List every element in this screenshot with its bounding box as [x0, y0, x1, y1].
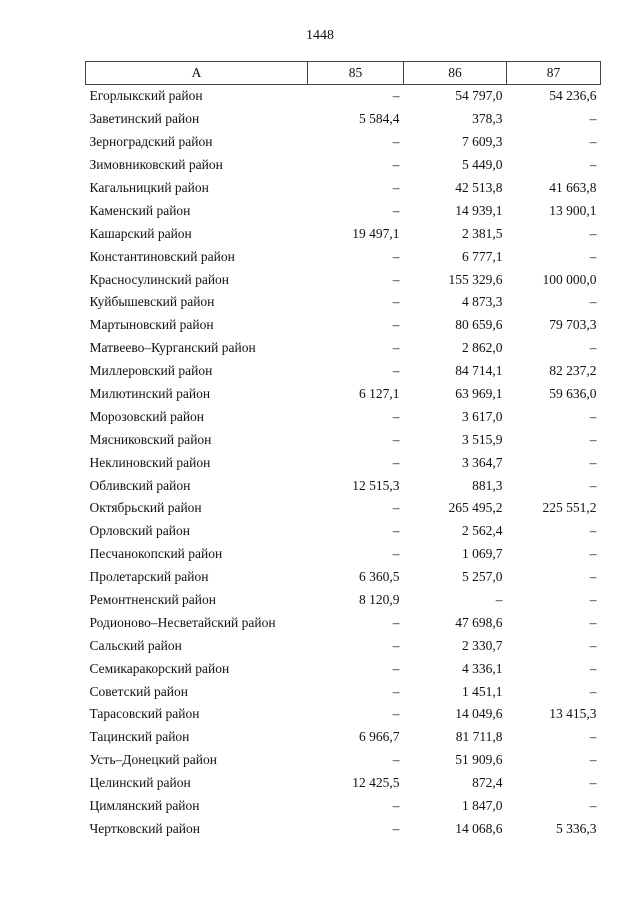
table-row	[86, 405, 601, 428]
table-row	[86, 428, 601, 451]
value-87: –	[589, 134, 597, 150]
value-86: 47 698,6	[455, 614, 503, 630]
value-87: –	[589, 637, 597, 653]
district-name: Неклиновский район	[89, 454, 211, 470]
table-row	[86, 703, 601, 726]
district-name: Морозовский район	[89, 408, 205, 424]
value-86: 51 909,6	[455, 752, 503, 768]
district-name: Константиновский район	[89, 248, 235, 264]
table-row	[86, 611, 601, 634]
value-85: –	[392, 523, 400, 539]
value-86: 3 617,0	[462, 408, 503, 424]
value-86: 42 513,8	[455, 180, 503, 195]
district-name: Целинский район	[89, 775, 191, 791]
value-85: –	[392, 683, 400, 699]
value-85: –	[392, 180, 400, 195]
value-86: 1 451,1	[462, 683, 503, 699]
district-name: Кагальницкий район	[89, 180, 209, 195]
table-row	[86, 291, 601, 314]
table-row	[86, 268, 601, 291]
district-name: Егорлыкский район	[89, 88, 203, 104]
value-86: 378,3	[472, 111, 503, 127]
value-87: –	[589, 225, 597, 241]
value-87: 13 900,1	[549, 202, 597, 218]
district-name: Сальский район	[89, 637, 182, 653]
district-name: Красносулинский район	[89, 271, 230, 287]
district-name: Цимлянский район	[89, 798, 200, 814]
value-87: –	[589, 752, 597, 768]
table-row	[86, 634, 601, 657]
value-85: 8 120,9	[359, 592, 400, 608]
district-name: Семикаракорский район	[89, 660, 230, 676]
value-87: –	[589, 454, 597, 470]
value-85: –	[392, 317, 400, 333]
value-87: 79 703,3	[549, 317, 597, 333]
table-row	[86, 337, 601, 360]
value-87: –	[589, 408, 597, 424]
value-86: 4 873,3	[462, 294, 503, 310]
value-85: 12 515,3	[352, 477, 400, 493]
value-86: 881,3	[472, 477, 503, 493]
page-number: 1448	[306, 28, 334, 43]
value-87: 100 000,0	[542, 271, 597, 287]
table-row	[86, 131, 601, 154]
district-name: Чертковский район	[89, 820, 200, 836]
value-86: 14 049,6	[455, 706, 503, 722]
value-87: –	[589, 340, 597, 356]
district-name: Тарасовский район	[89, 706, 200, 722]
table-row	[86, 772, 601, 795]
district-name: Зерноградский район	[89, 134, 213, 150]
value-86: 14 068,6	[455, 820, 503, 836]
table-row	[86, 85, 601, 108]
value-87: –	[589, 798, 597, 814]
table-row	[86, 543, 601, 566]
budget-table	[85, 61, 601, 840]
value-87: –	[589, 569, 597, 585]
table-row	[86, 360, 601, 383]
value-85: –	[392, 248, 400, 264]
value-87: –	[589, 592, 597, 608]
district-name: Мартыновский район	[89, 317, 214, 333]
value-86: 5 257,0	[462, 569, 503, 585]
value-87: 5 336,3	[556, 820, 597, 836]
value-87: 13 415,3	[549, 706, 597, 722]
table-row	[86, 818, 601, 841]
value-86: 4 336,1	[462, 660, 503, 676]
value-86: 3 364,7	[462, 454, 503, 470]
value-85: –	[392, 706, 400, 722]
value-87: 41 663,8	[549, 180, 597, 195]
value-85: 19 497,1	[352, 225, 400, 241]
table-row	[86, 199, 601, 222]
district-name: Мясниковский район	[89, 431, 212, 447]
value-85: –	[392, 614, 400, 630]
value-86: 5 449,0	[462, 157, 503, 173]
value-86: 1 069,7	[462, 546, 503, 562]
table-row	[86, 566, 601, 589]
value-85: 12 425,5	[352, 775, 400, 791]
value-87: 82 237,2	[549, 363, 597, 379]
table-row	[86, 749, 601, 772]
value-86: 2 862,0	[462, 340, 503, 356]
value-85: 6 360,5	[359, 569, 400, 585]
value-86: 14 939,1	[455, 202, 503, 218]
value-87: –	[589, 248, 597, 264]
value-85: 5 584,4	[359, 111, 400, 127]
table-row	[86, 795, 601, 818]
table-row	[86, 474, 601, 497]
value-87: 59 636,0	[549, 386, 597, 402]
header-row	[86, 62, 601, 85]
value-85: –	[392, 134, 400, 150]
value-85: –	[392, 454, 400, 470]
value-85: 6 127,1	[359, 386, 400, 402]
district-name: Каменский район	[89, 202, 191, 218]
table-row	[86, 657, 601, 680]
district-name: Кашарский район	[89, 225, 192, 241]
district-name: Орловский район	[89, 523, 190, 539]
value-85: –	[392, 271, 400, 287]
value-85: –	[392, 88, 400, 104]
value-87: –	[589, 729, 597, 745]
value-85: –	[392, 660, 400, 676]
header-column-85: 85	[308, 62, 404, 85]
district-name: Зимовниковский район	[89, 157, 223, 173]
value-86: 6 777,1	[462, 248, 503, 264]
table-row	[86, 154, 601, 177]
value-86: 155 329,6	[448, 271, 503, 287]
header-column-86: 86	[404, 62, 507, 85]
district-name: Милютинский район	[89, 386, 211, 402]
value-87: –	[589, 523, 597, 539]
value-86: 80 659,6	[455, 317, 503, 333]
value-85: –	[392, 546, 400, 562]
district-name: Октябрьский район	[89, 500, 202, 516]
value-87: –	[589, 431, 597, 447]
district-name: Куйбышевский район	[89, 294, 215, 310]
district-name: Заветинский район	[89, 111, 200, 127]
value-86: 2 330,7	[462, 637, 503, 653]
value-87: –	[589, 477, 597, 493]
value-87: –	[589, 614, 597, 630]
value-86: 872,4	[472, 775, 503, 791]
value-85: 6 966,7	[359, 729, 400, 745]
table-row	[86, 680, 601, 703]
district-name: Родионово–Несветайский район	[89, 614, 276, 630]
header-column-87: 87	[507, 62, 601, 85]
value-85: –	[392, 820, 400, 836]
table-row	[86, 222, 601, 245]
value-85: –	[392, 408, 400, 424]
value-87: 54 236,6	[549, 88, 597, 104]
table-row	[86, 108, 601, 131]
table-row	[86, 177, 601, 200]
district-name: Ремонтненский район	[89, 592, 216, 608]
value-85: –	[392, 294, 400, 310]
value-86: –	[495, 592, 503, 608]
table-header	[86, 62, 601, 85]
value-86: 2 562,4	[462, 523, 503, 539]
value-85: –	[392, 202, 400, 218]
district-name: Песчанокопский район	[89, 546, 223, 562]
value-85: –	[392, 637, 400, 653]
value-85: –	[392, 363, 400, 379]
table-row	[86, 520, 601, 543]
table-row	[86, 383, 601, 406]
value-86: 81 711,8	[455, 729, 503, 745]
table-row	[86, 245, 601, 268]
value-87: –	[589, 546, 597, 562]
district-name: Советский район	[89, 683, 188, 699]
header-name-column: А	[86, 62, 308, 85]
district-name: Миллеровский район	[89, 363, 213, 379]
value-86: 2 381,5	[462, 225, 503, 241]
district-name: Тацинский район	[89, 729, 190, 745]
value-87: –	[589, 775, 597, 791]
value-87: –	[589, 294, 597, 310]
value-86: 54 797,0	[455, 88, 503, 104]
table-row	[86, 314, 601, 337]
value-87: –	[589, 683, 597, 699]
value-85: –	[392, 340, 400, 356]
district-name: Матвеево–Курганский район	[89, 340, 256, 356]
district-name: Пролетарский район	[89, 569, 209, 585]
value-85: –	[392, 157, 400, 173]
value-87: –	[589, 111, 597, 127]
value-86: 3 515,9	[462, 431, 503, 447]
district-name: Усть–Донецкий район	[89, 752, 217, 768]
table-row	[86, 497, 601, 520]
value-85: –	[392, 500, 400, 516]
value-87: 225 551,2	[542, 500, 597, 516]
table-row	[86, 726, 601, 749]
value-85: –	[392, 798, 400, 814]
value-86: 84 714,1	[455, 363, 503, 379]
value-87: –	[589, 157, 597, 173]
value-85: –	[392, 431, 400, 447]
table-body	[86, 85, 601, 841]
value-86: 1 847,0	[462, 798, 503, 814]
value-87: –	[589, 660, 597, 676]
value-85: –	[392, 752, 400, 768]
value-86: 63 969,1	[455, 386, 503, 402]
value-86: 7 609,3	[462, 134, 503, 150]
district-name: Обливский район	[89, 477, 191, 493]
table-row	[86, 589, 601, 612]
table-row	[86, 451, 601, 474]
value-86: 265 495,2	[448, 500, 503, 516]
